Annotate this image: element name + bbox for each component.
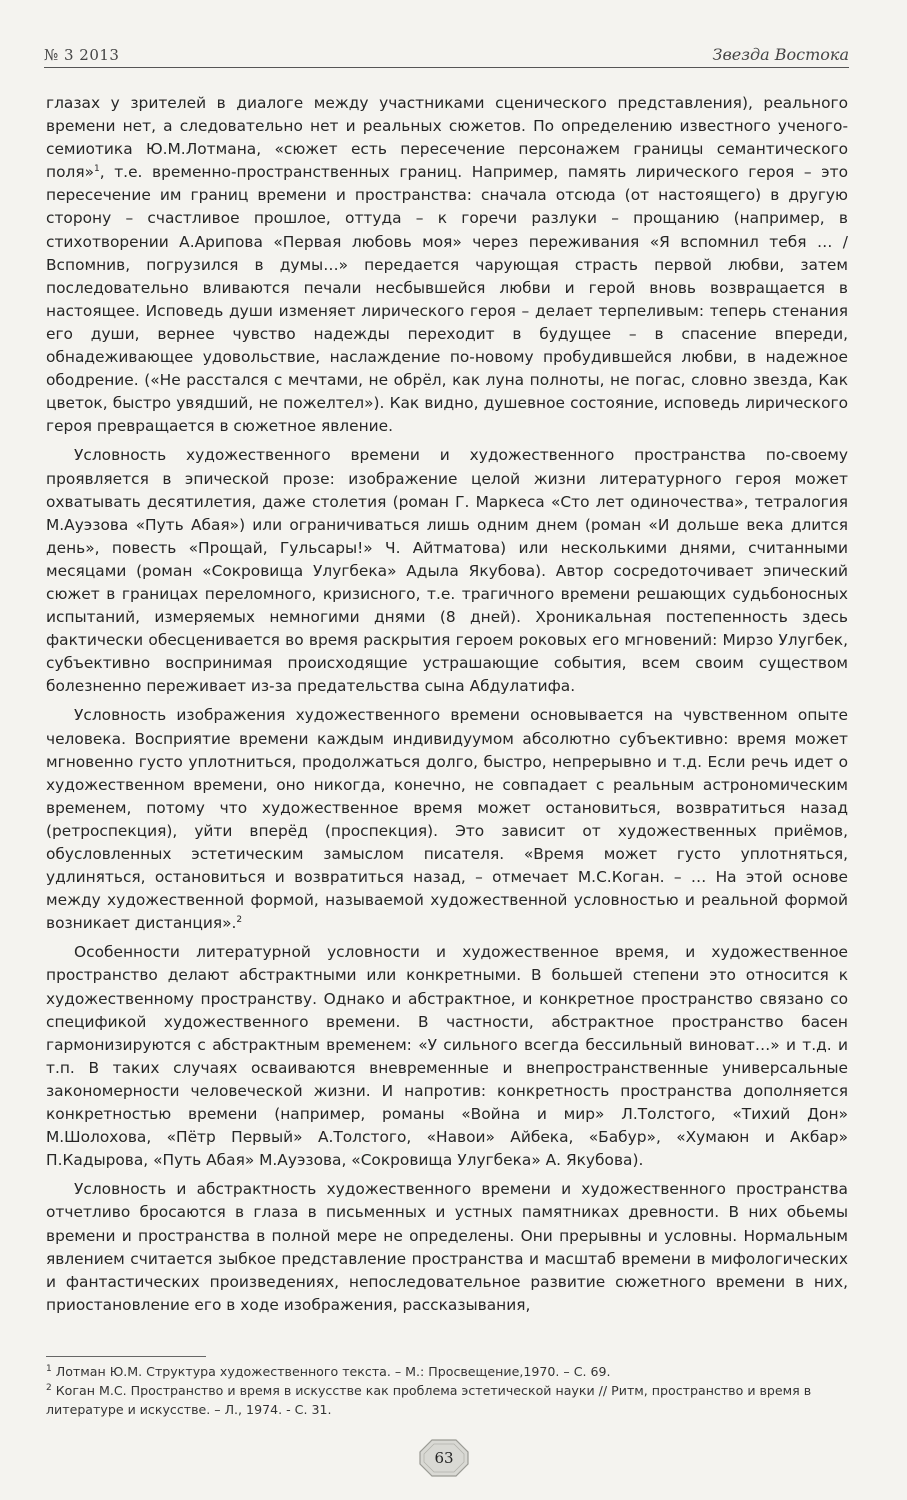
paragraph-text: , т.е. временно-пространственных границ. Например, память лирического героя – это пересечение им границ времени и пространства: сначала отсюда (от настоящего) в другую сторону – счастливое прошлое, оттуда – к горечи разлуки – прощанию (например, в стихотворении А.Арипова «Первая любовь моя» через переживания «Я вспомнил тебя … / Вспомнив, погрузился в думы…» передается чарующая страсть первой любви, затем последовательно вливаются печали несбывшейся любви и герой вновь возвращается в настоящее. Исповедь души изменяет лирического героя – делает терпеливым: теперь стенания его души, вернее чувство надежды переходит в будущее – в спасение впереди, обнадеживающее удовольствие, наслаждение по-новому пробудившейся любви, в надежное ободрение. («Не расстался с мечтами, не обрёл, как луна полноты, не погас, словно звезда, Как цветок, быстро увядший, не пожелтел»). Как видно, душевное состояние, исповедь лирического героя превращается в сюжетное явление. [46, 163, 848, 436]
page-number-badge [418, 1438, 470, 1478]
paragraph-text: Условность изображения художественного времени основывается на чувственном опыте человека. Восприятие времени каждым индивидуумом абсолютно субъективно: время может мгновенно густо уплотниться, продолжаться долго, быстро, непрерывно и т.д. Если речь идет о художественном времени, оно никогда, конечно, не совпадает с реальным астрономическим временем, потому что художественное время может остановиться, возвратиться назад (ретроспекция), уйти вперёд (проспекция). Это зависит от художественных приёмов, обусловленных эстетическим замыслом писателя. «Время может густо уплотняться, удлиняться, остановиться и возвратиться назад, – отмечает М.С.Коган. – … На этой основе между художественной формой, называемой художественной условностью и реальной формой возникает дистанция». [46, 706, 848, 933]
journal-title: Звезда Востока [712, 45, 849, 64]
footnote-rule [46, 1356, 206, 1357]
issue-number: № 3 2013 [44, 46, 120, 64]
paragraph-text: Условность художественного времени и художественного пространства по-своему проявляется в эпической прозе: изображение целой жизни литературного героя может охватывать десятилетия, даже столетия (роман Г. Маркеса «Сто лет одиночества», тетралогия М.Ауэзова «Путь Абая») или ограничиваться лишь одним днем (роман «И дольше века длится день», повесть «Прощай, Гульсары!» Ч. Айтматова) или несколькими днями, считанными месяцами (роман «Сокровища Улугбека» Адыла Якубова). Автор сосредоточивает эпический сюжет в границах переломного, кризисного, т.е. трагичного времени решающих судьбоносных испытаний, измеряемых немногими днями (8 дней). Хроникальная постепенность здесь фактически обесценивается во время раскрытия героем роковых его мгновений: Мирзо Улугбек, субъективно воспринимая происходящие устрашающие события, всем своим существом болезненно переживает из-за предательства сына Абдулатифа. [46, 446, 848, 696]
running-header [44, 38, 849, 64]
footnote-mark: 1 [46, 1363, 52, 1374]
footnote-text: Коган М.С. Пространство и время в искусстве как проблема эстетической науки // Ритм, пространство и время в литературе и искусстве. – Л., 1974. - С. 31. [46, 1383, 812, 1417]
paragraph [46, 92, 848, 438]
footnote-ref[interactable]: 2 [236, 915, 243, 926]
footnote-text: Лотман Ю.М. Структура художественного текста. – М.: Просвещение,1970. – С. 69. [51, 1364, 611, 1379]
header-rule [44, 67, 849, 68]
paragraph-text: глазах у зрителей в диалоге между участниками сценического представления), реального времени нет, а следовательно нет и реальных сюжетов. По определению известного ученого-семиотика Ю.М.Лотмана, «сюжет есть пересечение персонажем границы семантического поля» [46, 94, 848, 182]
article-body [46, 92, 848, 1317]
page-number: 63 [434, 1449, 454, 1467]
paragraph [46, 444, 848, 698]
paragraph-text: Условность и абстрактность художественного времени и художественного пространства отчетливо бросаются в глаза в письменных и устных памятниках древности. В них обьемы времени и пространства в полной мере не определены. Они прерывны и условны. Нормальным явлением считается зыбкое представление пространства и масштаб времени в мифологических и фантастических произведениях, непоследовательное развитие сюжетного времени в них, приостановление его в ходе изображения, рассказывания, [46, 1180, 848, 1314]
paragraph [46, 704, 848, 935]
footnote-mark: 2 [46, 1382, 52, 1393]
footnote [46, 1362, 846, 1381]
footnotes [46, 1362, 846, 1419]
paragraph [46, 1178, 848, 1317]
paragraph [46, 941, 848, 1172]
footnote [46, 1381, 846, 1419]
footnote-ref[interactable]: 1 [94, 164, 100, 175]
paragraph-text: Особенности литературной условности и художественное время, и художественное пространство делают абстрактными или конкретными. В большей степени это относится к художественному пространству. Однако и абстрактное, и конкретное пространство связано со спецификой художественного времени. В частности, абстрактное пространство басен гармонизируются с абстрактным временем: «У сильного всегда бессильный виноват…» и т.д. и т.п. В таких случаях осваиваются вневременные и внепространственные универсальные закономерности человеческой жизни. И напротив: конкретность пространства дополняется конкретностью времени (например, романы «Война и мир» Л.Толстого, «Тихий Дон» М.Шолохова, «Пётр Первый» А.Толстого, «Навои» Айбека, «Бабур», «Хумаюн и Акбар» П.Кадырова, «Путь Абая» М.Ауэзова, «Сокровища Улугбека» А. Якубова). [46, 943, 848, 1170]
